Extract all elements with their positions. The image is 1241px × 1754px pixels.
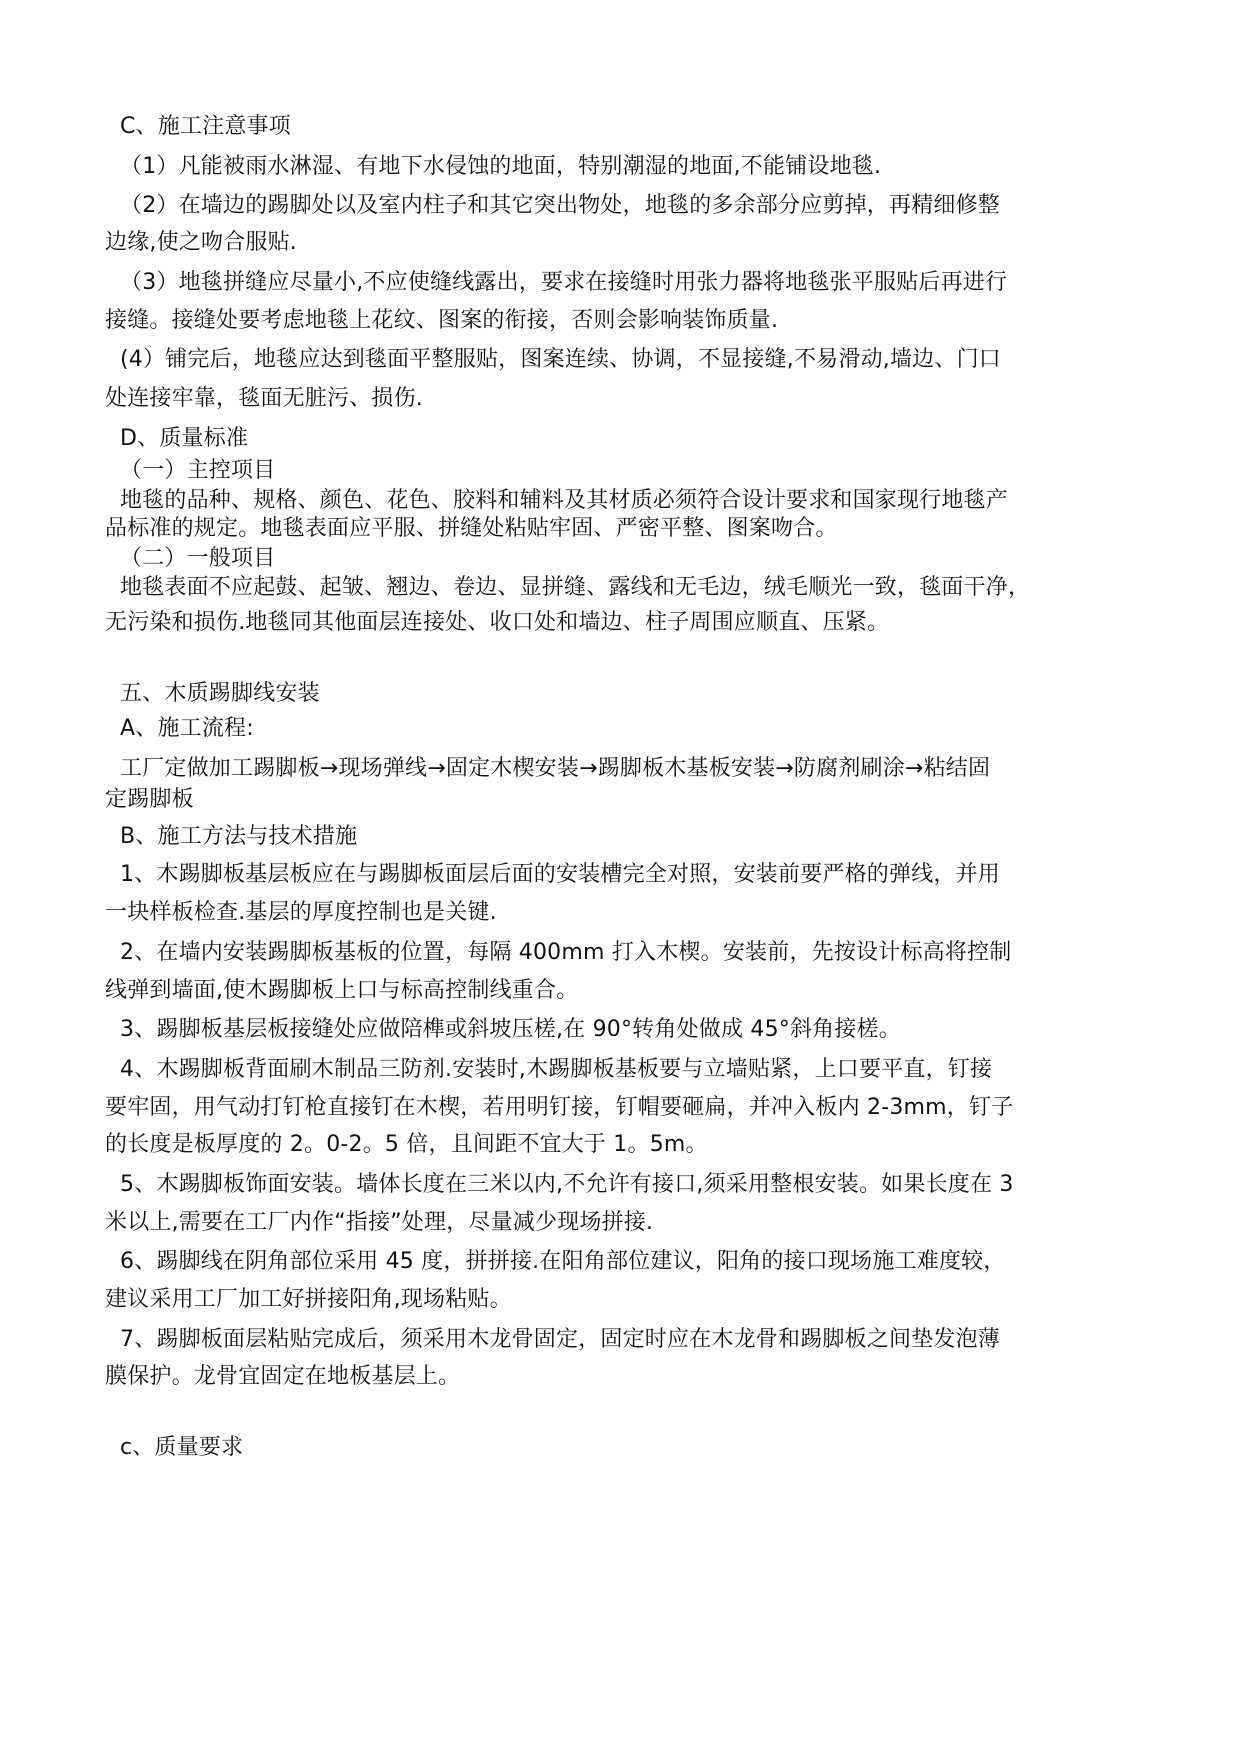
- paragraph-line: 边缘,使之吻合服贴.: [105, 230, 297, 255]
- paragraph-line: 1、木踢脚板基层板应在与踢脚板面层后面的安装槽完全对照，安装前要严格的弹线，并用: [120, 862, 1000, 887]
- paragraph-line: 7、踢脚板面层粘贴完成后，须采用木龙骨固定，固定时应在木龙骨和踢脚板之间垫发泡薄: [120, 1327, 1000, 1352]
- paragraph-line: 的长度是板厚度的 2。0-2。5 倍，且间距不宜大于 1。5m。: [105, 1132, 708, 1157]
- paragraph-line: 膜保护。龙骨宜固定在地板基层上。: [105, 1364, 461, 1389]
- paragraph-line: 一块样板检查.基层的厚度控制也是关键.: [105, 900, 497, 925]
- paragraph-line: 地毯表面不应起鼓、起皱、翘边、卷边、显拼缝、露线和无毛边，绒毛顺光一致，毯面干净，: [120, 575, 1031, 600]
- paragraph-line: 4、木踢脚板背面刷木制品三防剂.安装时,木踢脚板基板要与立墙贴紧，上口要平直，钉接: [120, 1057, 993, 1082]
- paragraph-line: (4）铺完后，地毯应达到毯面平整服贴，图案连续、协调，不显接缝,不易滑动,墙边、门口: [120, 347, 1001, 372]
- paragraph-line: 要牢固，用气动打钉枪直接钉在木楔，若用明钉接，钉帽要砸扁，并冲入板内 2-3mm，钉子: [105, 1095, 1014, 1120]
- subsection-heading: A、施工流程:: [120, 716, 254, 741]
- subsection-heading: （二）一般项目: [120, 546, 276, 571]
- section-heading: C、施工注意事项: [120, 114, 291, 139]
- paragraph-line: 定踢脚板: [105, 787, 194, 812]
- paragraph-line: 接缝。接缝处要考虑地毯上花纹、图案的衔接，否则会影响装饰质量.: [105, 308, 779, 333]
- paragraph-line: 线弹到墙面,使木踢脚板上口与标高控制线重合。: [105, 978, 579, 1003]
- paragraph-line: 处连接牢靠，毯面无脏污、损伤.: [105, 386, 423, 411]
- paragraph-line: （3）地毯拼缝应尽量小,不应使缝线露出，要求在接缝时用张力器将地毯张平服贴后再进行: [120, 270, 1008, 295]
- paragraph-line: 5、木踢脚板饰面安装。墙体长度在三米以内,不允许有接口,须采用整根安装。如果长度在 3: [120, 1172, 1014, 1197]
- section-heading: D、质量标准: [120, 426, 249, 451]
- paragraph-line: 米以上,需要在工厂内作“指接”处理，尽量减少现场拼接.: [105, 1210, 654, 1235]
- paragraph-line: 无污染和损伤.地毯同其他面层连接处、收口处和墙边、柱子周围应顺直、压紧。: [105, 610, 890, 635]
- section-heading: 五、木质踢脚线安装: [120, 681, 320, 706]
- paragraph-line: 工厂定做加工踢脚板→现场弹线→固定木楔安装→踢脚板木基板安装→防腐剂刷涂→粘结固: [120, 756, 991, 781]
- paragraph-line: 2、在墙内安装踢脚板基板的位置，每隔 400mm 打入木楔。安装前，先按设计标高将控制: [120, 940, 1012, 965]
- paragraph-line: 品标准的规定。地毯表面应平服、拼缝处粘贴牢固、严密平整、图案吻合。: [105, 516, 838, 541]
- paragraph-line: 6、踢脚线在阴角部位采用 45 度，拼拼接.在阳角部位建议，阳角的接口现场施工难度较，: [120, 1249, 1006, 1274]
- paragraph-line: 3、踢脚板基层板接缝处应做陪榫或斜坡压槎,在 90°转角处做成 45°斜角接槎。: [120, 1017, 901, 1042]
- subsection-heading: （一）主控项目: [120, 458, 276, 483]
- subsection-heading: B、施工方法与技术措施: [120, 824, 358, 849]
- section-heading: c、质量要求: [120, 1435, 244, 1460]
- paragraph-line: 地毯的品种、规格、颜色、花色、胶料和辅料及其材质必须符合设计要求和国家现行地毯产: [120, 488, 1009, 513]
- paragraph-line: （1）凡能被雨水淋湿、有地下水侵蚀的地面，特别潮湿的地面,不能铺设地毯.: [120, 154, 882, 179]
- paragraph-line: （2）在墙边的踢脚处以及室内柱子和其它突出物处，地毯的多余部分应剪掉，再精细修整: [120, 193, 1000, 218]
- paragraph-line: 建议采用工厂加工好拼接阳角,现场粘贴。: [105, 1287, 512, 1312]
